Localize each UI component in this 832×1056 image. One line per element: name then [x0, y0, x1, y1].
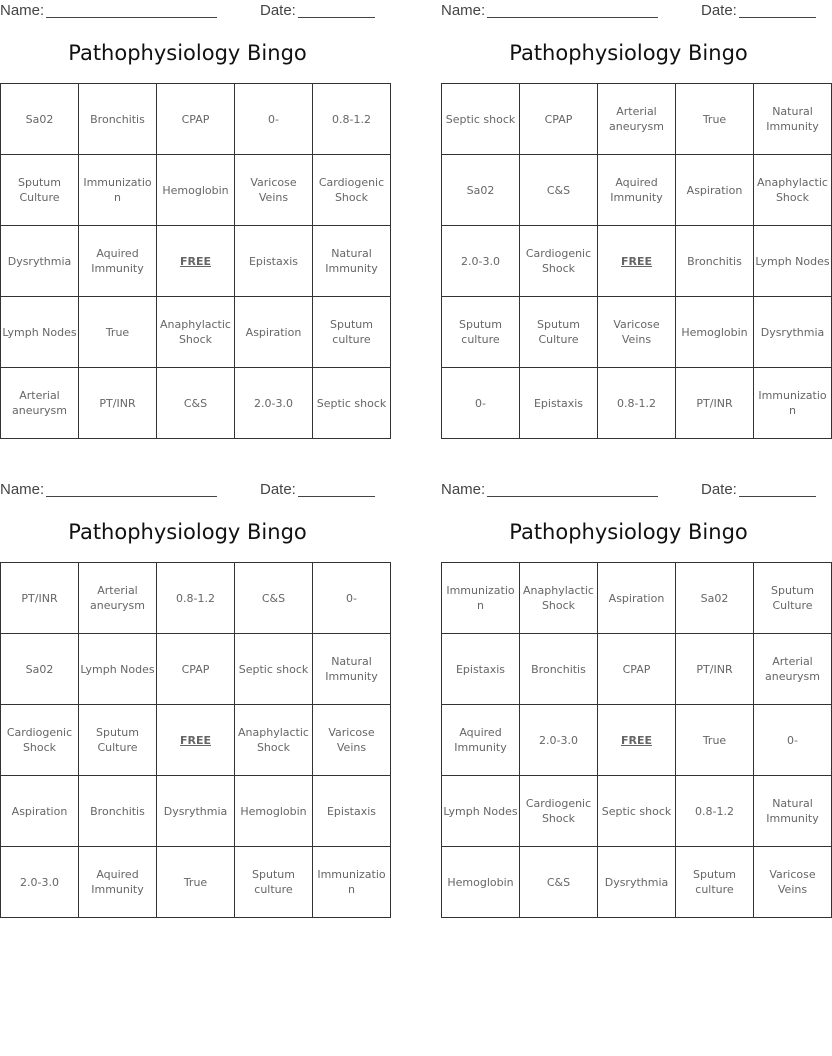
bingo-cell: Arterial aneurysm	[79, 563, 157, 634]
bingo-cell: C&S	[157, 368, 235, 439]
bingo-cell: Dysrythmia	[754, 297, 832, 368]
bingo-cell: PT/INR	[79, 368, 157, 439]
bingo-cell: Lymph Nodes	[754, 226, 832, 297]
bingo-cell: True	[676, 705, 754, 776]
bingo-cell: PT/INR	[676, 634, 754, 705]
bingo-cell: 0.8-1.2	[313, 84, 391, 155]
bingo-cell: Aspiration	[235, 297, 313, 368]
date-label: Date:	[701, 481, 737, 498]
bingo-cell: Lymph Nodes	[1, 297, 79, 368]
grid-row	[1, 84, 391, 155]
name-line	[487, 496, 658, 497]
bingo-cell: 2.0-3.0	[1, 847, 79, 918]
grid-row	[442, 705, 832, 776]
bingo-cell: Aquired Immunity	[442, 705, 520, 776]
grid-row	[442, 847, 832, 918]
grid-row	[1, 297, 391, 368]
bingo-cell: Sputum Culture	[520, 297, 598, 368]
grid-row	[442, 226, 832, 297]
bingo-grid	[0, 562, 391, 918]
bingo-cell: Dysrythmia	[1, 226, 79, 297]
bingo-cell: Septic shock	[313, 368, 391, 439]
bingo-grid	[441, 562, 832, 918]
bingo-cell: 0.8-1.2	[157, 563, 235, 634]
bingo-cell: Epistaxis	[235, 226, 313, 297]
bingo-cell: Aspiration	[1, 776, 79, 847]
bingo-cell: 2.0-3.0	[520, 705, 598, 776]
date-label: Date:	[260, 481, 296, 498]
bingo-cell: Immunization	[442, 563, 520, 634]
card-title: Pathophysiology Bingo	[509, 520, 748, 544]
bingo-cell: Aquired Immunity	[598, 155, 676, 226]
name-line	[487, 17, 658, 18]
bingo-cell: True	[79, 297, 157, 368]
name-label: Name:	[441, 2, 486, 19]
bingo-cell: Sputum Culture	[1, 155, 79, 226]
bingo-cell: Septic shock	[442, 84, 520, 155]
grid-row	[1, 847, 391, 918]
bingo-cell: Sa02	[1, 84, 79, 155]
bingo-cell: Bronchitis	[676, 226, 754, 297]
grid-row	[442, 634, 832, 705]
name-line	[46, 496, 217, 497]
bingo-cell: 0-	[235, 84, 313, 155]
bingo-cell: Anaphylactic Shock	[235, 705, 313, 776]
free-space-cell: FREE	[157, 705, 235, 776]
bingo-cell: Anaphylactic Shock	[754, 155, 832, 226]
name-label: Name:	[0, 2, 45, 19]
bingo-cell: CPAP	[520, 84, 598, 155]
bingo-cell: Hemoglobin	[157, 155, 235, 226]
bingo-cell: Hemoglobin	[676, 297, 754, 368]
bingo-cell: Hemoglobin	[235, 776, 313, 847]
bingo-cell: Anaphylactic Shock	[520, 563, 598, 634]
bingo-cell: Hemoglobin	[442, 847, 520, 918]
bingo-cell: Immunization	[79, 155, 157, 226]
bingo-cell: 2.0-3.0	[235, 368, 313, 439]
grid-row	[1, 155, 391, 226]
bingo-cell: Immunization	[754, 368, 832, 439]
bingo-cell: Sputum Culture	[754, 563, 832, 634]
grid-row	[442, 776, 832, 847]
grid-row	[1, 705, 391, 776]
bingo-grid	[441, 83, 832, 439]
bingo-cell: 0.8-1.2	[598, 368, 676, 439]
grid-row	[1, 226, 391, 297]
grid-row	[442, 368, 832, 439]
bingo-cell: Lymph Nodes	[442, 776, 520, 847]
free-space-cell: FREE	[598, 705, 676, 776]
bingo-cell: C&S	[520, 155, 598, 226]
bingo-cell: PT/INR	[676, 368, 754, 439]
bingo-cell: Aquired Immunity	[79, 847, 157, 918]
card-header	[0, 481, 375, 499]
grid-row	[442, 84, 832, 155]
bingo-cell: Septic shock	[598, 776, 676, 847]
bingo-cell: Cardiogenic Shock	[520, 226, 598, 297]
grid-row	[442, 563, 832, 634]
card-title: Pathophysiology Bingo	[509, 41, 748, 65]
bingo-cell: Varicose Veins	[598, 297, 676, 368]
bingo-cell: True	[676, 84, 754, 155]
bingo-cell: C&S	[235, 563, 313, 634]
card-header	[441, 481, 816, 499]
bingo-cell: Sputum culture	[235, 847, 313, 918]
bingo-cell: Sputum Culture	[79, 705, 157, 776]
bingo-cell: 0-	[313, 563, 391, 634]
bingo-cell: Bronchitis	[79, 84, 157, 155]
bingo-cell: Varicose Veins	[313, 705, 391, 776]
bingo-cell: Varicose Veins	[754, 847, 832, 918]
bingo-cell: Natural Immunity	[754, 776, 832, 847]
bingo-cell: Bronchitis	[79, 776, 157, 847]
bingo-cell: CPAP	[598, 634, 676, 705]
bingo-cell: Aspiration	[676, 155, 754, 226]
bingo-cell: Arterial aneurysm	[1, 368, 79, 439]
bingo-cell: Arterial aneurysm	[754, 634, 832, 705]
date-label: Date:	[701, 2, 737, 19]
bingo-cell: Aquired Immunity	[79, 226, 157, 297]
bingo-cell: Aspiration	[598, 563, 676, 634]
bingo-cell: Epistaxis	[313, 776, 391, 847]
free-space-cell: FREE	[598, 226, 676, 297]
date-line	[298, 496, 375, 497]
free-space-cell: FREE	[157, 226, 235, 297]
bingo-cell: Cardiogenic Shock	[313, 155, 391, 226]
bingo-cell: Septic shock	[235, 634, 313, 705]
bingo-cell: Epistaxis	[520, 368, 598, 439]
bingo-cell: Immunization	[313, 847, 391, 918]
bingo-cell: Natural Immunity	[313, 226, 391, 297]
bingo-cell: Arterial aneurysm	[598, 84, 676, 155]
name-label: Name:	[0, 481, 45, 498]
bingo-cell: C&S	[520, 847, 598, 918]
bingo-cell: Dysrythmia	[157, 776, 235, 847]
name-label: Name:	[441, 481, 486, 498]
date-line	[739, 496, 816, 497]
bingo-cell: Lymph Nodes	[79, 634, 157, 705]
bingo-cell: Sputum culture	[313, 297, 391, 368]
bingo-cell: CPAP	[157, 634, 235, 705]
grid-row	[1, 776, 391, 847]
bingo-cell: Bronchitis	[520, 634, 598, 705]
bingo-cell: Natural Immunity	[313, 634, 391, 705]
date-label: Date:	[260, 2, 296, 19]
grid-row	[1, 563, 391, 634]
bingo-cell: Sputum culture	[676, 847, 754, 918]
bingo-cell: PT/INR	[1, 563, 79, 634]
bingo-cell: Varicose Veins	[235, 155, 313, 226]
bingo-cell: Natural Immunity	[754, 84, 832, 155]
bingo-cell: Cardiogenic Shock	[520, 776, 598, 847]
bingo-cell: 0-	[442, 368, 520, 439]
bingo-cell: Sa02	[1, 634, 79, 705]
bingo-cell: 0.8-1.2	[676, 776, 754, 847]
bingo-cell: Sa02	[676, 563, 754, 634]
card-header	[0, 2, 375, 20]
bingo-cell: 2.0-3.0	[442, 226, 520, 297]
card-header	[441, 2, 816, 20]
bingo-cell: Anaphylactic Shock	[157, 297, 235, 368]
grid-row	[442, 297, 832, 368]
card-title: Pathophysiology Bingo	[68, 41, 307, 65]
bingo-grid	[0, 83, 391, 439]
bingo-cell: True	[157, 847, 235, 918]
bingo-cell: Sa02	[442, 155, 520, 226]
bingo-cell: 0-	[754, 705, 832, 776]
date-line	[739, 17, 816, 18]
grid-row	[1, 634, 391, 705]
grid-row	[1, 368, 391, 439]
name-line	[46, 17, 217, 18]
bingo-cell: Sputum culture	[442, 297, 520, 368]
date-line	[298, 17, 375, 18]
bingo-cell: CPAP	[157, 84, 235, 155]
bingo-cell: Cardiogenic Shock	[1, 705, 79, 776]
card-title: Pathophysiology Bingo	[68, 520, 307, 544]
grid-row	[442, 155, 832, 226]
bingo-cell: Epistaxis	[442, 634, 520, 705]
bingo-cell: Dysrythmia	[598, 847, 676, 918]
